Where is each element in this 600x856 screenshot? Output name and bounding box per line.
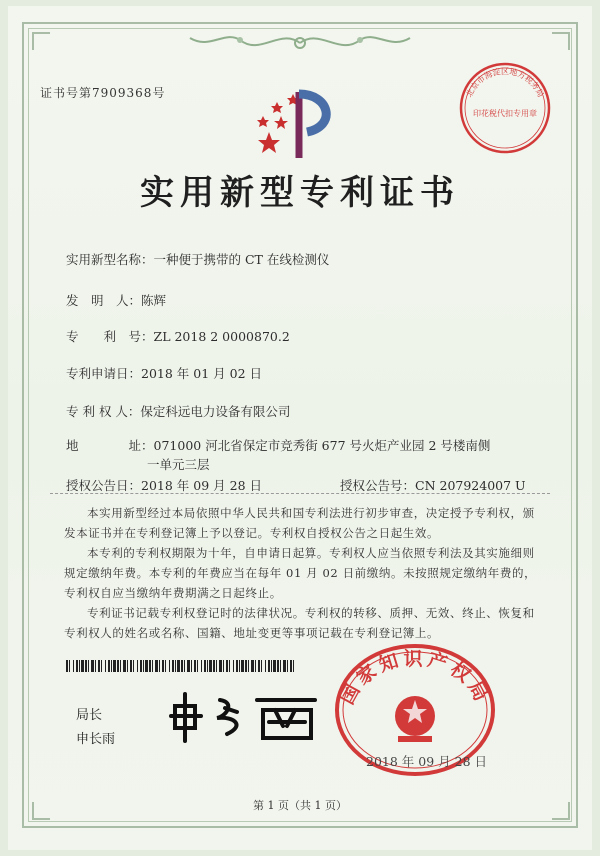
field-label: 专 利 权 人： xyxy=(66,404,141,419)
barcode-bar xyxy=(162,660,164,672)
barcode-bar xyxy=(152,660,153,672)
barcode-bar xyxy=(85,660,87,672)
barcode-bar xyxy=(127,660,128,672)
barcode-bar xyxy=(88,660,89,672)
field-inventor xyxy=(66,291,166,309)
certificate-number: 证书号第7909368号 xyxy=(40,86,166,100)
barcode-bar xyxy=(137,660,138,672)
barcode-bar xyxy=(165,660,166,672)
divider xyxy=(50,493,550,494)
barcode-bar xyxy=(223,660,224,672)
barcode-bar xyxy=(175,660,176,672)
tax-stamp-seal-icon xyxy=(455,58,555,158)
field-application-date xyxy=(66,364,262,382)
barcode-bar xyxy=(130,660,132,672)
field-value: 陈辉 xyxy=(141,293,167,308)
barcode-bar xyxy=(91,660,94,672)
barcode-bar xyxy=(265,660,266,672)
barcode-bar xyxy=(201,660,202,672)
barcode-bar xyxy=(101,660,102,672)
barcode-bar xyxy=(245,660,247,672)
barcode-bar xyxy=(117,660,119,672)
barcode-bar xyxy=(219,660,222,672)
barcode-bar xyxy=(66,660,68,672)
barcode-bar xyxy=(258,660,260,672)
field-value: 071000 河北省保定市竞秀街 677 号火炬产业园 2 号楼南侧 xyxy=(153,438,491,453)
barcode-bar xyxy=(69,660,70,672)
barcode-bar xyxy=(111,660,112,672)
field-patentee xyxy=(66,402,290,420)
barcode-bar xyxy=(105,660,106,672)
field-patent-number xyxy=(66,327,290,345)
barcode-bar xyxy=(197,660,198,672)
field-value: 一种便于携带的 CT 在线检测仪 xyxy=(153,252,330,267)
field-label: 发 明 人： xyxy=(66,293,142,308)
field-label: 专 利 号： xyxy=(66,329,154,344)
field-label: 授权公告日： xyxy=(66,478,142,493)
barcode-bar xyxy=(149,660,151,672)
seal-text: 国家知识产权局 xyxy=(336,647,494,709)
barcode-bar xyxy=(194,660,196,672)
barcode-bar xyxy=(159,660,160,672)
barcode-bar xyxy=(73,660,74,672)
director-signature-icon xyxy=(165,686,325,746)
barcode-bar xyxy=(79,660,80,672)
barcode-bar xyxy=(123,660,126,672)
barcode-bar xyxy=(108,660,110,672)
tax-stamp-text: 北京市海淀区地方税务局 xyxy=(464,67,546,99)
corner-ornament xyxy=(32,32,50,50)
barcode-bar xyxy=(226,660,228,672)
barcode-bar xyxy=(184,660,185,672)
field-label: 实用新型名称： xyxy=(66,252,154,267)
barcode-bar xyxy=(145,660,148,672)
field-address xyxy=(66,436,490,454)
field-label: 地 址： xyxy=(66,438,154,453)
barcode-bar xyxy=(236,660,238,672)
decorative-scroll-icon xyxy=(170,26,430,60)
barcode-bar xyxy=(113,660,116,672)
corner-ornament xyxy=(552,32,570,50)
barcode-bar xyxy=(187,660,190,672)
barcode-bar xyxy=(207,660,208,672)
director-name: 申长雨 xyxy=(76,732,116,747)
barcode-bar xyxy=(213,660,215,672)
page-title: 实用新型专利证书 xyxy=(140,173,460,213)
barcode-bar xyxy=(172,660,174,672)
tax-stamp-inner-text: 印花税代扣专用章 xyxy=(473,109,537,118)
barcode-bar xyxy=(81,660,84,672)
barcode-bar xyxy=(216,660,217,672)
barcode-bar xyxy=(98,660,100,672)
barcode-bar xyxy=(273,660,276,672)
barcode-bar xyxy=(255,660,256,672)
field-value: 2018 年 01 月 02 日 xyxy=(141,366,263,381)
barcode-bar xyxy=(277,660,279,672)
field-grant-code xyxy=(340,476,526,494)
barcode-bar xyxy=(271,660,272,672)
field-value: 保定科远电力设备有限公司 xyxy=(140,404,291,419)
paragraph-term: 本专利的专利权期限为十年，自申请日起算。专利权人应当依照专利法及其实施细则规定缴纳年费。本专利的年费应当在每年 01 月 02 日前缴纳。未按照规定缴纳年费的，专利权自应当缴纳年费期满之日起终止。 xyxy=(64,546,537,600)
field-value: CN 207924007 U xyxy=(415,478,526,493)
barcode-bar xyxy=(204,660,206,672)
barcode-bar xyxy=(268,660,270,672)
field-label: 专利申请日： xyxy=(66,366,142,381)
barcode-bar xyxy=(239,660,240,672)
seal-date: 2018 年 09 月 28 日 xyxy=(366,754,487,769)
barcode-bar xyxy=(233,660,234,672)
field-value: ZL 2018 2 0000870.2 xyxy=(153,329,290,344)
barcode-bar xyxy=(229,660,230,672)
page-number: 第 1 页（共 1 页） xyxy=(253,799,347,812)
barcode-bar xyxy=(76,660,78,672)
barcode-bar xyxy=(133,660,134,672)
barcode-bar xyxy=(290,660,292,672)
barcode-bar xyxy=(143,660,144,672)
field-address-line2: 一单元三层 xyxy=(147,457,210,472)
field-value: 2018 年 09 月 28 日 xyxy=(141,478,263,493)
barcode-bar xyxy=(283,660,286,672)
barcode-bar xyxy=(181,660,183,672)
barcode-bar xyxy=(248,660,249,672)
barcode-bar xyxy=(261,660,262,672)
barcode-bar xyxy=(209,660,212,672)
barcode-bar xyxy=(251,660,254,672)
barcode-bar xyxy=(280,660,281,672)
director-title: 局长 xyxy=(76,708,103,723)
barcode-bar xyxy=(140,660,142,672)
barcode-bar xyxy=(293,660,294,672)
barcode-bar xyxy=(177,660,180,672)
paragraph-legal-status: 专利证书记载专利权登记时的法律状况。专利权的转移、质押、无效、终止、恢复和专利权人的姓名或名称、国籍、地址变更等事项记载在专利登记簿上。 xyxy=(64,606,535,640)
paragraph-grant: 本实用新型经过本局依照中华人民共和国专利法进行初步审查，决定授予专利权，颁发本证书并在专利登记簿上予以登记。专利权自授权公告之日起生效。 xyxy=(64,506,535,540)
field-grant-date xyxy=(66,476,262,494)
patent-office-logo-icon xyxy=(255,86,345,166)
barcode-bar xyxy=(155,660,158,672)
field-utility-model-name xyxy=(66,250,329,268)
barcode-icon xyxy=(66,660,296,672)
barcode-bar xyxy=(169,660,170,672)
barcode-bar xyxy=(95,660,96,672)
field-label: 授权公告号： xyxy=(340,478,416,493)
barcode-bar xyxy=(191,660,192,672)
barcode-bar xyxy=(241,660,244,672)
barcode-bar xyxy=(287,660,288,672)
barcode-bar xyxy=(120,660,121,672)
